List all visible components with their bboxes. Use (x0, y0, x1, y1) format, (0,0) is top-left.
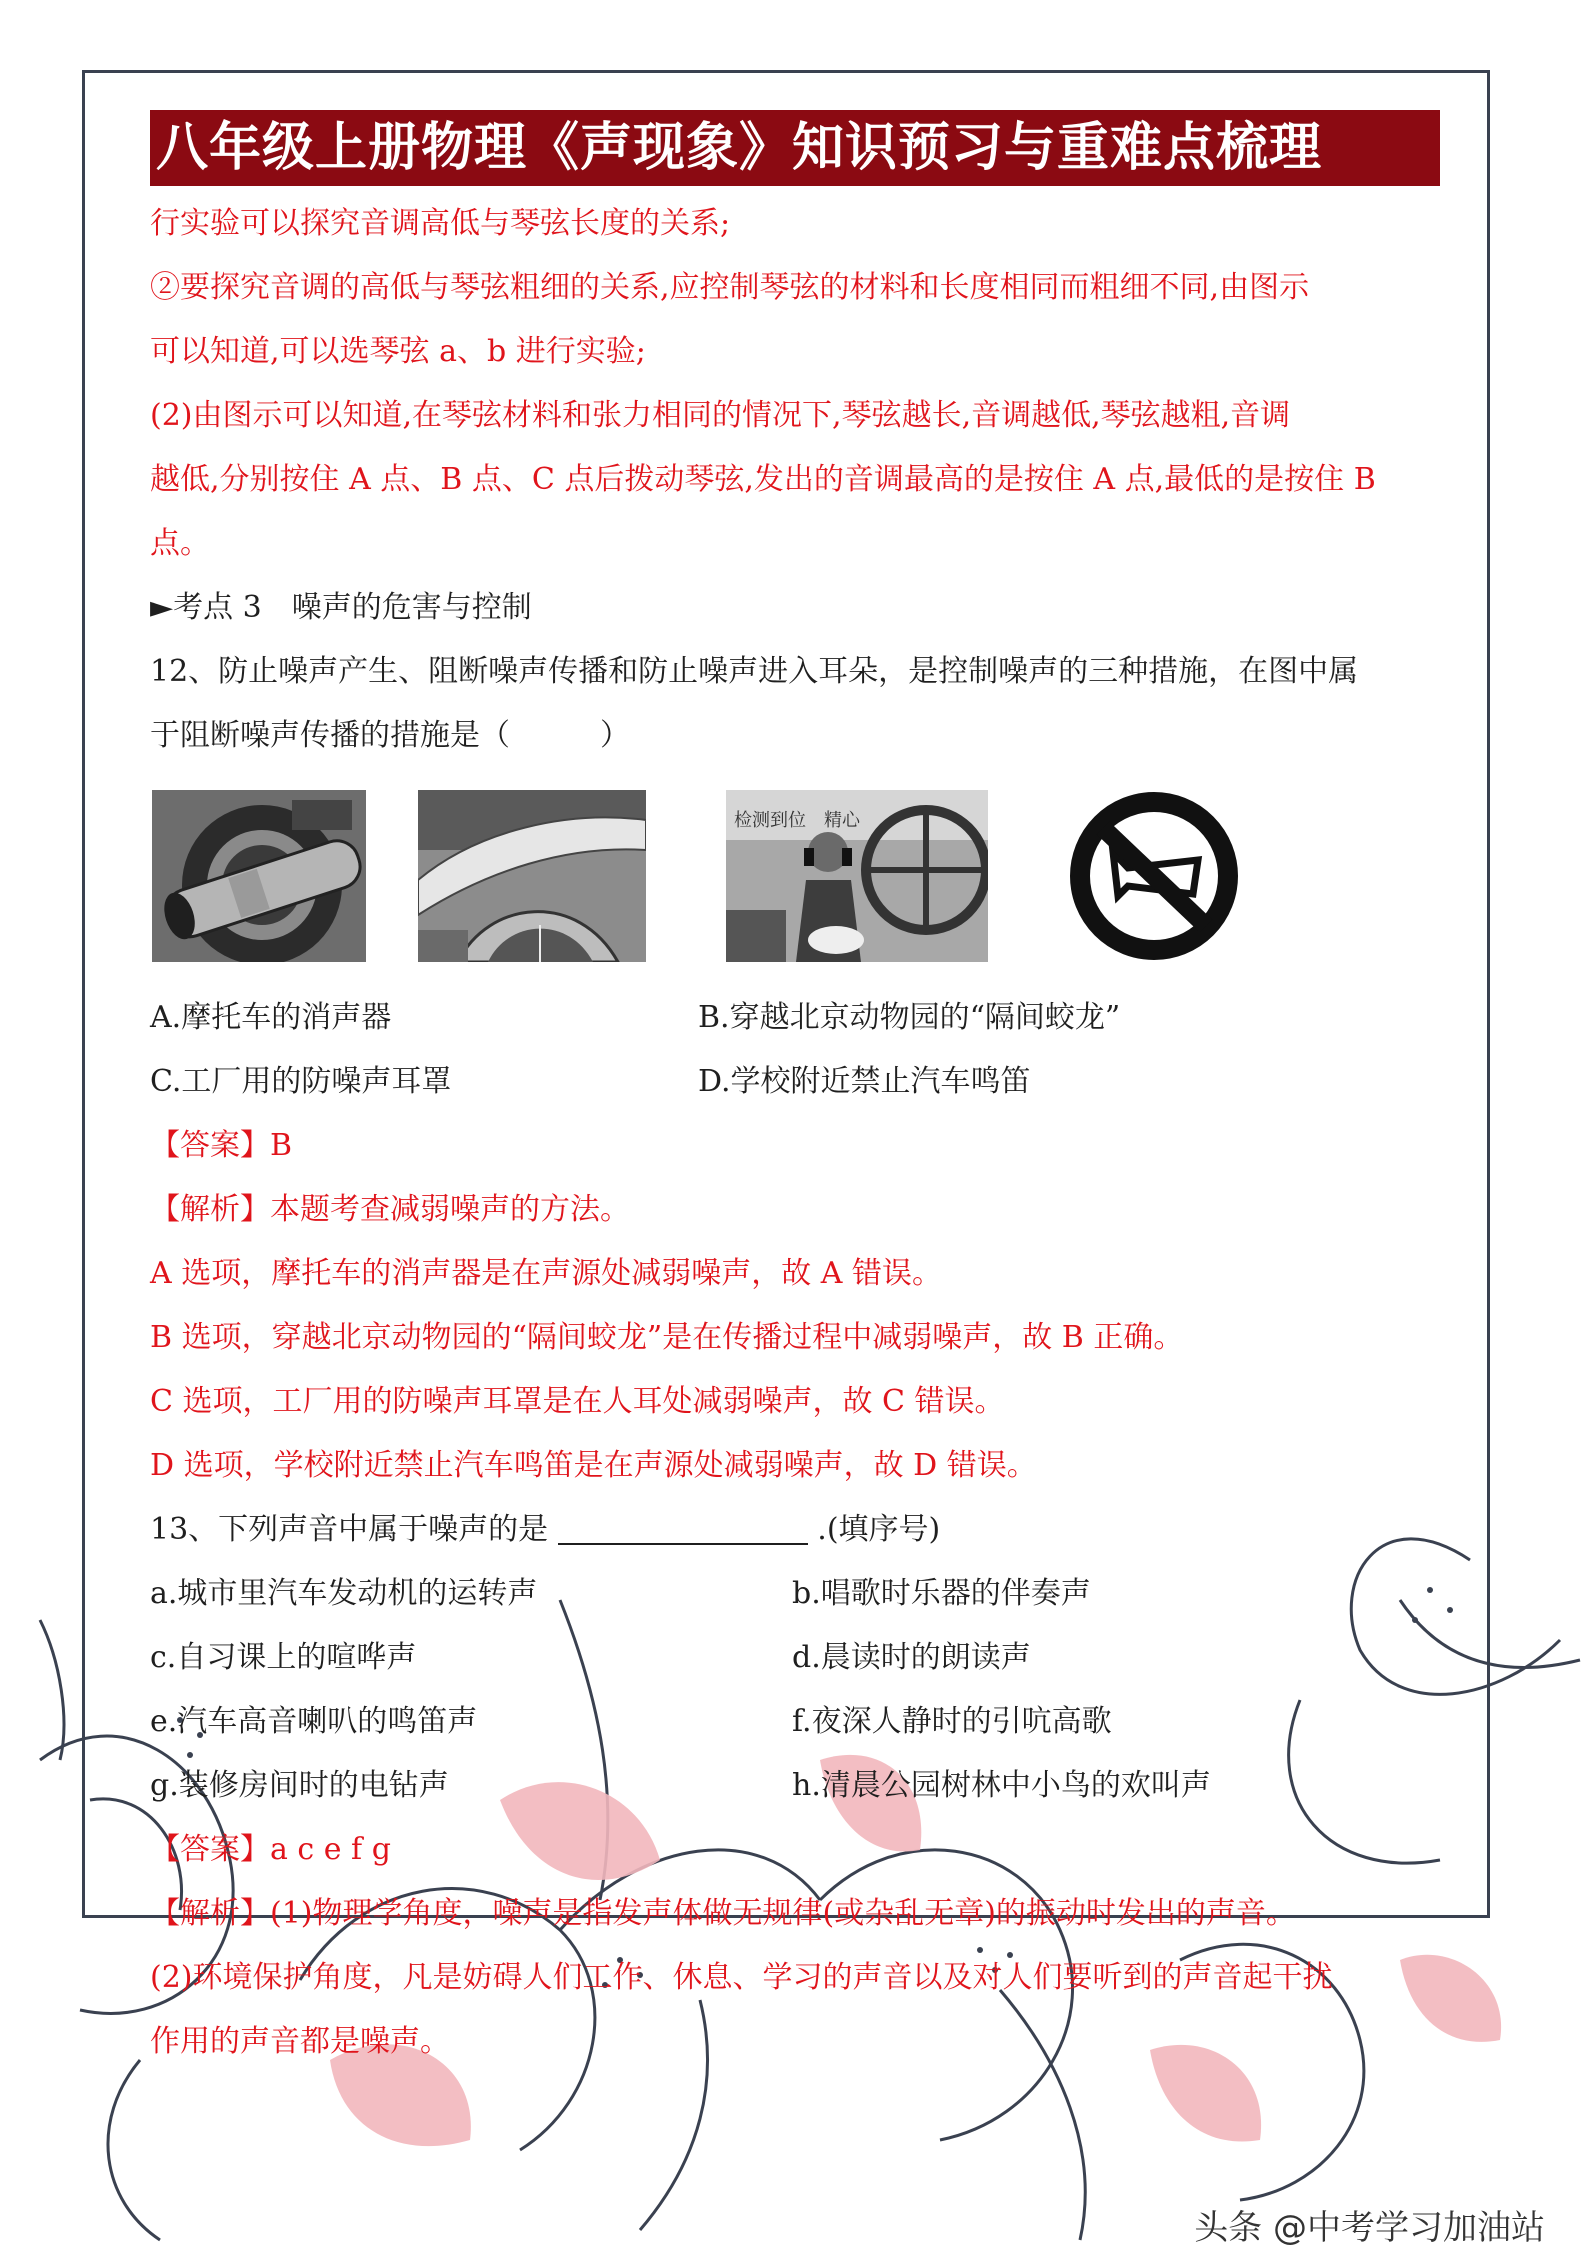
q13-option: d.晨读时的朗读声 (792, 1640, 1031, 1675)
q12-option-c: C.工厂用的防噪声耳罩 (150, 1064, 452, 1099)
section-heading: ►考点 3 噪声的危害与控制 (150, 590, 532, 625)
motorcycle-muffler-image (152, 790, 366, 962)
solution-line: 点。 (150, 526, 210, 561)
q13-stem-suffix: .(填序号) (817, 1512, 941, 1547)
factory-sign-text: 检测到位 精心 (734, 810, 860, 831)
solution-line: (2)由图示可以知道,在琴弦材料和张力相同的情况下,琴弦越长,音调越低,琴弦越粗,音调 (150, 398, 1291, 433)
q13-stem-prefix: 13、下列声音中属于噪声的是 (150, 1512, 549, 1547)
q13-answer-blank (558, 1505, 808, 1545)
solution-line: 可以知道,可以选琴弦 a、b 进行实验; (150, 334, 646, 369)
q12-stem: 12、防止噪声产生、阻断噪声传播和防止噪声进入耳朵，是控制噪声的三种措施，在图中属 (150, 654, 1359, 689)
q13-options-row (150, 1562, 1440, 1626)
q12-options-row (150, 1050, 1440, 1114)
q13-options-row (150, 1690, 1440, 1754)
q12-answer: 【答案】B (150, 1128, 293, 1163)
q13-answer: 【答案】a c e f g (150, 1832, 391, 1867)
q12-analysis-line: D 选项，学校附近禁止汽车鸣笛是在声源处减弱噪声，故 D 错误。 (150, 1448, 1037, 1483)
q12-figures (150, 790, 1440, 980)
solution-line: 越低,分别按住 A 点、B 点、C 点后拨动琴弦,发出的音调最高的是按住 A 点,最低的是按住 B (150, 462, 1376, 497)
q12-stem: 于阻断噪声传播的措施是（ ） (150, 718, 630, 753)
page-title: 八年级上册物理《声现象》知识预习与重难点梳理 (150, 110, 1440, 186)
q13-option: h.清晨公园树林中小鸟的欢叫声 (792, 1768, 1211, 1803)
q13-analysis-line: (2)环境保护角度，凡是妨碍人们工作、休息、学习的声音以及对人们要听到的声音起干扰 (150, 1960, 1333, 1995)
document-content (150, 110, 1440, 2074)
q13-options-row (150, 1626, 1440, 1690)
q13-option: a.城市里汽车发动机的运转声 (150, 1576, 538, 1611)
q12-analysis-line: 【解析】本题考查减弱噪声的方法。 (150, 1192, 630, 1227)
q12-analysis-line: B 选项，穿越北京动物园的“隔间蛟龙”是在传播过程中减弱噪声，故 B 正确。 (150, 1320, 1184, 1355)
q13-option: c.自习课上的喧哗声 (150, 1640, 417, 1675)
q13-option: f.夜深人静时的引吭高歌 (792, 1704, 1112, 1739)
q12-analysis-line: C 选项，工厂用的防噪声耳罩是在人耳处减弱噪声，故 C 错误。 (150, 1384, 1005, 1419)
q13-analysis-line: 作用的声音都是噪声。 (150, 2024, 450, 2059)
q13-option: b.唱歌时乐器的伴奏声 (792, 1576, 1091, 1611)
q12-option-d: D.学校附近禁止汽车鸣笛 (698, 1064, 1031, 1099)
previous-solution (150, 192, 1440, 576)
q12-analysis-line: A 选项，摩托车的消声器是在声源处减弱噪声，故 A 错误。 (150, 1256, 942, 1291)
watermark: 头条 @中考学习加油站 (1194, 2208, 1545, 2248)
q12-option-b: B.穿越北京动物园的“隔间蛟龙” (698, 1000, 1121, 1035)
no-honking-sign-icon (1058, 790, 1258, 962)
solution-line: ②要探究音调的高低与琴弦粗细的关系,应控制琴弦的材料和长度相同而粗细不同,由图示 (150, 270, 1310, 305)
q13-options-row (150, 1754, 1440, 1818)
factory-worker-earmuffs-image (726, 790, 988, 962)
q13-option: g.装修房间时的电钻声 (150, 1768, 449, 1803)
q12-options-row (150, 986, 1440, 1050)
solution-line: 行实验可以探究音调高低与琴弦长度的关系; (150, 206, 731, 241)
q13-analysis-line: 【解析】(1)物理学角度，噪声是指发声体做无规律(或杂乱无章)的振动时发出的声音。 (150, 1896, 1296, 1931)
q12-option-a: A.摩托车的消声器 (150, 1000, 392, 1035)
q13-option: e.汽车高音喇叭的鸣笛声 (150, 1704, 478, 1739)
noise-barrier-tunnel-image (418, 790, 646, 962)
q13-stem (150, 1498, 1440, 1562)
